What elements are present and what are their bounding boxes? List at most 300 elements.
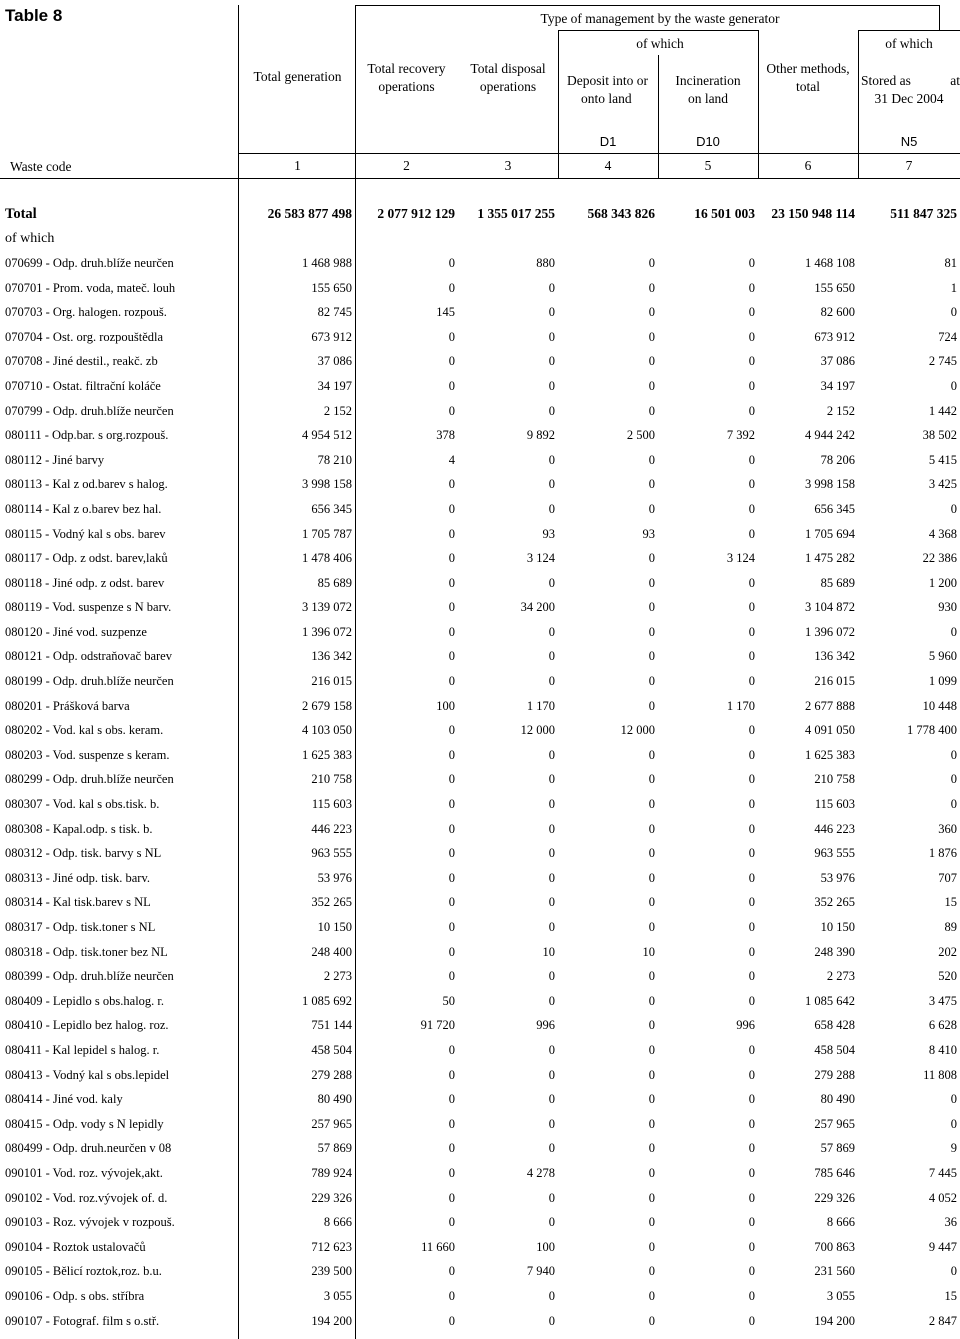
table-cell: 0 xyxy=(648,1067,655,1082)
waste-code-cell: 070701 - Prom. voda, mateč. louh xyxy=(5,280,176,295)
table-cell: 0 xyxy=(548,1067,555,1082)
table-cell: 0 xyxy=(548,1288,555,1303)
table-cell: 0 xyxy=(548,1313,555,1328)
table-cell: 0 xyxy=(448,624,455,639)
waste-code-cell: 080312 - Odp. tisk. barvy s NL xyxy=(5,846,162,861)
table-row xyxy=(0,1038,960,1063)
header-line: total xyxy=(796,79,820,94)
table-cell: 446 223 xyxy=(311,821,352,836)
waste-code-cell: 080414 - Jiné vod. kaly xyxy=(5,1092,123,1107)
waste-code-cell: 090107 - Fotograf. film s o.stř. xyxy=(5,1313,160,1328)
table-cell: 0 xyxy=(748,772,755,787)
table-cell: 707 xyxy=(938,870,957,885)
table-cell: 0 xyxy=(748,1239,755,1254)
table-cell: 0 xyxy=(648,1141,655,1156)
waste-code-cell: 080314 - Kal tisk.barev s NL xyxy=(5,895,151,910)
table-cell: 0 xyxy=(548,920,555,935)
header-line: Total recovery xyxy=(367,61,446,76)
table-cell: 5 415 xyxy=(928,452,957,467)
table-cell: 0 xyxy=(648,1116,655,1131)
waste-code-cell: 080411 - Kal lepidel s halog. r. xyxy=(5,1042,160,1057)
table-cell: 1 442 xyxy=(928,403,957,418)
table-cell: 0 xyxy=(548,501,555,516)
table-cell: 7 940 xyxy=(526,1264,555,1279)
table-row xyxy=(0,546,960,571)
table-row xyxy=(0,768,960,793)
table-cell: 0 xyxy=(448,1092,455,1107)
table-cell: 0 xyxy=(648,1313,655,1328)
table-row xyxy=(0,251,960,276)
table-cell: 0 xyxy=(748,1264,755,1279)
header-line: on land xyxy=(687,91,729,106)
table-cell: 0 xyxy=(448,797,455,812)
of-which-row xyxy=(0,227,960,252)
table-cell: 229 326 xyxy=(311,1190,352,1205)
table-cell: 37 086 xyxy=(820,354,855,369)
table-cell: 0 xyxy=(748,354,755,369)
table-cell: 0 xyxy=(748,575,755,590)
table-cell: 4 954 512 xyxy=(302,428,352,443)
table-cell: 81 xyxy=(944,255,957,270)
table-row xyxy=(0,915,960,940)
waste-code-cell: 080202 - Vod. kal s obs. keram. xyxy=(5,723,164,738)
table-cell: 80 490 xyxy=(317,1092,352,1107)
table-cell: 0 xyxy=(448,1042,455,1057)
table-cell: 7 445 xyxy=(928,1165,957,1180)
table-cell: 210 758 xyxy=(311,772,352,787)
table-cell: 1 468 108 xyxy=(805,255,855,270)
table-cell: 1 396 072 xyxy=(302,624,352,639)
table-cell: 656 345 xyxy=(814,501,855,516)
table-cell: 194 200 xyxy=(814,1313,855,1328)
table-cell: 8 666 xyxy=(323,1215,352,1230)
header-line: 31 Dec 2004 xyxy=(874,91,944,106)
header-word: at xyxy=(950,73,960,88)
table-cell: 0 xyxy=(748,969,755,984)
table-cell: 91 720 xyxy=(420,1018,455,1033)
table-cell: 0 xyxy=(448,378,455,393)
table-cell: 0 xyxy=(648,600,655,615)
waste-code-cell: 080415 - Odp. vody s N lepidly xyxy=(5,1116,164,1131)
table-cell: 0 xyxy=(748,1141,755,1156)
table-cell: 136 342 xyxy=(814,649,855,664)
table-cell: 1 085 692 xyxy=(302,993,352,1008)
table-cell: 0 xyxy=(548,772,555,787)
table-cell: 0 xyxy=(648,993,655,1008)
table-cell: 15 xyxy=(944,1288,957,1303)
of-which-label: of which xyxy=(5,230,55,246)
table-cell: 11 808 xyxy=(923,1067,957,1082)
table-row xyxy=(0,694,960,719)
grid-line xyxy=(558,30,758,31)
table-cell: 996 xyxy=(736,1018,755,1033)
table-row xyxy=(0,1309,960,1334)
col-number-7: 7 xyxy=(905,158,913,173)
table-cell: 6 628 xyxy=(928,1018,957,1033)
table-cell: 0 xyxy=(548,1042,555,1057)
table-cell: 10 xyxy=(642,944,655,959)
table-cell: 656 345 xyxy=(311,501,352,516)
waste-code-cell: 080118 - Jiné odp. z odst. barev xyxy=(5,575,165,590)
waste-code-cell: 080201 - Prášková barva xyxy=(5,698,130,713)
waste-code-cell: 070708 - Jiné destil., reakč. zb xyxy=(5,354,158,369)
table-cell: 0 xyxy=(648,895,655,910)
table-cell: 85 689 xyxy=(317,575,352,590)
table-cell: 0 xyxy=(548,870,555,885)
grid-line xyxy=(858,30,960,31)
table-cell: 0 xyxy=(950,1092,957,1107)
header-type-of-management: Type of management by the waste generator xyxy=(540,11,780,26)
table-cell: 0 xyxy=(548,747,555,762)
table-cell: 0 xyxy=(448,551,455,566)
table-cell: 80 490 xyxy=(820,1092,855,1107)
table-cell: 0 xyxy=(548,797,555,812)
table-cell: 0 xyxy=(648,797,655,812)
table-cell: 0 xyxy=(548,403,555,418)
table-cell: 0 xyxy=(548,1215,555,1230)
waste-code-cell: 070710 - Ostat. filtrační koláče xyxy=(5,378,161,393)
table-cell: 2 745 xyxy=(928,354,957,369)
table-cell: 0 xyxy=(648,255,655,270)
table-cell: 11 660 xyxy=(421,1239,455,1254)
waste-code-cell: 070704 - Ost. org. rozpouštědla xyxy=(5,329,164,344)
table-cell: 194 200 xyxy=(311,1313,352,1328)
table-cell: 2 152 xyxy=(826,403,855,418)
header-other-methods xyxy=(758,60,858,96)
waste-code-cell: 080112 - Jiné barvy xyxy=(5,452,105,467)
table-cell: 0 xyxy=(648,674,655,689)
table-cell: 9 892 xyxy=(526,428,555,443)
table-cell: 3 475 xyxy=(928,993,957,1008)
table-cell: 0 xyxy=(648,870,655,885)
table-cell: 0 xyxy=(748,452,755,467)
table-cell: 4 103 050 xyxy=(302,723,352,738)
header-total-generation: Total generation xyxy=(253,69,342,84)
table-cell: 0 xyxy=(950,1116,957,1131)
table-row xyxy=(0,423,960,448)
table-cell: 89 xyxy=(944,920,957,935)
table-row xyxy=(0,325,960,350)
grid-line xyxy=(758,30,759,178)
table-cell: 57 869 xyxy=(317,1141,352,1156)
table-cell: 1 170 xyxy=(726,698,755,713)
table-cell: 0 xyxy=(748,255,755,270)
header-word: Stored as xyxy=(861,73,911,88)
table-cell: 963 555 xyxy=(311,846,352,861)
waste-code-cell: 090101 - Vod. roz. vývojek,akt. xyxy=(5,1165,163,1180)
table-cell: 0 xyxy=(548,895,555,910)
table-title: Table 8 xyxy=(5,6,63,25)
table-row xyxy=(0,620,960,645)
table-cell: 10 448 xyxy=(922,698,957,713)
grid-line xyxy=(939,5,940,30)
table-cell: 3 998 158 xyxy=(805,477,855,492)
col-number-3: 3 xyxy=(504,158,512,173)
table-cell: 0 xyxy=(448,1190,455,1205)
table-cell: 511 847 325 xyxy=(890,206,957,222)
waste-code-cell: 080199 - Odp. druh.blíže neurčen xyxy=(5,674,174,689)
table-cell: 0 xyxy=(748,280,755,295)
table-cell: 0 xyxy=(448,1116,455,1131)
table-cell: 8 666 xyxy=(826,1215,855,1230)
col-number-4: 4 xyxy=(604,158,612,173)
grid-line xyxy=(238,153,960,154)
table-cell: 279 288 xyxy=(814,1067,855,1082)
table-cell: 145 xyxy=(436,305,455,320)
table-cell: 115 603 xyxy=(814,797,855,812)
waste-code-cell: 080413 - Vodný kal s obs.lepidel xyxy=(5,1067,170,1082)
table-cell: 248 400 xyxy=(311,944,352,959)
waste-table xyxy=(0,202,960,1333)
table-cell: 0 xyxy=(748,624,755,639)
waste-code-cell: 080409 - Lepidlo s obs.halog. r. xyxy=(5,993,165,1008)
table-cell: 0 xyxy=(648,624,655,639)
table-row xyxy=(0,473,960,498)
table-cell: 248 390 xyxy=(814,944,855,959)
table-cell: 100 xyxy=(536,1239,555,1254)
table-cell: 789 924 xyxy=(311,1165,352,1180)
table-cell: 0 xyxy=(448,1165,455,1180)
table-cell: 0 xyxy=(748,305,755,320)
table-cell: 0 xyxy=(648,1092,655,1107)
table-cell: 0 xyxy=(448,846,455,861)
table-cell: 115 603 xyxy=(311,797,352,812)
table-cell: 0 xyxy=(448,1288,455,1303)
table-cell: 2 077 912 129 xyxy=(377,206,455,222)
total-label: Total xyxy=(5,205,37,222)
table-cell: 0 xyxy=(448,895,455,910)
table-cell: 78 210 xyxy=(317,452,352,467)
table-cell: 279 288 xyxy=(311,1067,352,1082)
table-row xyxy=(0,1260,960,1285)
table-cell: 0 xyxy=(648,477,655,492)
waste-code-cell: 090104 - Roztok ustalovačů xyxy=(5,1239,146,1254)
header-deposit xyxy=(561,72,667,108)
table-row xyxy=(0,596,960,621)
table-cell: 0 xyxy=(448,526,455,541)
col-number-1: 1 xyxy=(294,158,301,173)
code-n5: N5 xyxy=(900,134,918,149)
waste-code-cell: 090105 - Bělicí roztok,roz. b.u. xyxy=(5,1264,162,1279)
table-cell: 0 xyxy=(950,797,957,812)
waste-code-cell: 090103 - Roz. vývojek v rozpouš. xyxy=(5,1215,175,1230)
waste-code-cell: 080299 - Odp. druh.blíže neurčen xyxy=(5,772,174,787)
table-cell: 50 xyxy=(442,993,455,1008)
table-cell: 0 xyxy=(748,1092,755,1107)
table-cell: 0 xyxy=(448,1215,455,1230)
table-cell: 0 xyxy=(648,1042,655,1057)
table-row xyxy=(0,1087,960,1112)
waste-code-cell: 080115 - Vodný kal s obs. barev xyxy=(5,526,166,541)
table-cell: 16 501 003 xyxy=(694,206,755,222)
table-cell: 0 xyxy=(748,1165,755,1180)
table-cell: 155 650 xyxy=(814,280,855,295)
table-cell: 0 xyxy=(448,1141,455,1156)
table-cell: 4 091 050 xyxy=(805,723,855,738)
table-cell: 0 xyxy=(548,674,555,689)
table-cell: 2 273 xyxy=(826,969,855,984)
waste-code-cell: 080399 - Odp. druh.blíže neurčen xyxy=(5,969,174,984)
table-cell: 0 xyxy=(950,501,957,516)
table-cell: 0 xyxy=(648,1018,655,1033)
table-cell: 0 xyxy=(748,797,755,812)
table-cell: 0 xyxy=(548,821,555,836)
table-cell: 53 976 xyxy=(820,870,855,885)
table-cell: 9 xyxy=(950,1141,957,1156)
table-row xyxy=(0,1186,960,1211)
table-row xyxy=(0,522,960,547)
table-cell: 0 xyxy=(648,501,655,516)
table-cell: 0 xyxy=(748,821,755,836)
table-cell: 0 xyxy=(448,649,455,664)
table-cell: 0 xyxy=(648,354,655,369)
header-line: onto land xyxy=(581,91,632,106)
table-cell: 0 xyxy=(648,821,655,836)
table-cell: 85 689 xyxy=(820,575,855,590)
table-cell: 0 xyxy=(548,477,555,492)
table-cell: 1 705 694 xyxy=(805,526,855,541)
table-cell: 1 099 xyxy=(928,674,957,689)
waste-code-cell: 090102 - Vod. roz.vývojek of. d. xyxy=(5,1190,168,1205)
table-row xyxy=(0,792,960,817)
table-cell: 0 xyxy=(950,624,957,639)
table-cell: 1 396 072 xyxy=(805,624,855,639)
table-cell: 0 xyxy=(548,1116,555,1131)
header-of-which: of which xyxy=(636,36,684,51)
header-line: operations xyxy=(479,79,537,94)
table-cell: 0 xyxy=(548,649,555,664)
table-cell: 0 xyxy=(748,501,755,516)
table-cell: 0 xyxy=(648,698,655,713)
table-cell: 0 xyxy=(748,1067,755,1082)
table-cell: 352 265 xyxy=(814,895,855,910)
table-cell: 0 xyxy=(648,969,655,984)
table-cell: 568 343 826 xyxy=(587,206,655,222)
table-cell: 0 xyxy=(950,305,957,320)
table-cell: 12 000 xyxy=(520,723,555,738)
header-total-recovery xyxy=(355,60,458,96)
table-cell: 8 410 xyxy=(928,1042,957,1057)
table-cell: 202 xyxy=(938,944,957,959)
table-cell: 0 xyxy=(648,452,655,467)
table-cell: 880 xyxy=(536,255,555,270)
table-cell: 0 xyxy=(448,403,455,418)
table-cell: 0 xyxy=(748,526,755,541)
table-row xyxy=(0,989,960,1014)
table-cell: 0 xyxy=(548,329,555,344)
code-d10: D10 xyxy=(696,134,720,149)
table-cell: 10 xyxy=(542,944,555,959)
table-cell: 1 625 383 xyxy=(805,747,855,762)
table-cell: 1 876 xyxy=(928,846,957,861)
table-row xyxy=(0,940,960,965)
header-incineration xyxy=(658,72,758,108)
table-cell: 0 xyxy=(648,280,655,295)
table-cell: 446 223 xyxy=(814,821,855,836)
table-body xyxy=(0,202,960,1333)
table-cell: 0 xyxy=(548,1092,555,1107)
table-cell: 0 xyxy=(748,870,755,885)
table-cell: 4 xyxy=(448,452,455,467)
col-number-6: 6 xyxy=(804,158,812,173)
table-row xyxy=(0,374,960,399)
table-cell: 22 386 xyxy=(922,551,957,566)
table-cell: 0 xyxy=(448,870,455,885)
table-cell: 0 xyxy=(448,920,455,935)
table-cell: 0 xyxy=(950,1264,957,1279)
table-cell: 0 xyxy=(748,1190,755,1205)
table-cell: 100 xyxy=(436,698,455,713)
table-cell: 3 139 072 xyxy=(302,600,352,615)
table-cell: 0 xyxy=(548,993,555,1008)
table-cell: 78 206 xyxy=(820,452,855,467)
table-cell: 82 600 xyxy=(820,305,855,320)
table-cell: 0 xyxy=(648,403,655,418)
table-cell: 3 425 xyxy=(928,477,957,492)
table-cell: 0 xyxy=(748,649,755,664)
table-cell: 53 976 xyxy=(317,870,352,885)
table-cell: 23 150 948 114 xyxy=(771,206,855,222)
table-cell: 12 000 xyxy=(620,723,655,738)
table-cell: 520 xyxy=(938,969,957,984)
table-cell: 0 xyxy=(748,895,755,910)
waste-code-cell: 080117 - Odp. z odst. barev,laků xyxy=(5,551,168,566)
table-cell: 0 xyxy=(950,772,957,787)
table-cell: 0 xyxy=(448,477,455,492)
header-line: operations xyxy=(378,79,435,94)
table-cell: 360 xyxy=(938,821,957,836)
table-cell: 658 428 xyxy=(814,1018,855,1033)
table-cell: 2 847 xyxy=(928,1313,957,1328)
table-cell: 0 xyxy=(548,575,555,590)
table-cell: 0 xyxy=(950,378,957,393)
table-row xyxy=(0,1161,960,1186)
table-cell: 37 086 xyxy=(317,354,352,369)
table-row xyxy=(0,571,960,596)
table-cell: 10 150 xyxy=(317,920,352,935)
table-row xyxy=(0,669,960,694)
table-cell: 0 xyxy=(748,329,755,344)
table-cell: 3 124 xyxy=(526,551,555,566)
waste-code-cell: 080121 - Odp. odstraňovač barev xyxy=(5,649,172,664)
table-cell: 257 965 xyxy=(311,1116,352,1131)
table-cell: 0 xyxy=(448,255,455,270)
table-cell: 4 278 xyxy=(526,1165,555,1180)
table-row xyxy=(0,1210,960,1235)
table-cell: 0 xyxy=(448,674,455,689)
table-cell: 673 912 xyxy=(814,329,855,344)
table-cell: 0 xyxy=(648,1215,655,1230)
table-cell: 0 xyxy=(548,624,555,639)
table-cell: 0 xyxy=(950,747,957,762)
table-cell: 0 xyxy=(648,1190,655,1205)
table-cell: 0 xyxy=(648,846,655,861)
table-row xyxy=(0,497,960,522)
table-cell: 0 xyxy=(748,1116,755,1131)
table-cell: 4 052 xyxy=(928,1190,957,1205)
table-cell: 155 650 xyxy=(311,280,352,295)
table-cell: 0 xyxy=(448,944,455,959)
waste-code-cell: 080119 - Vod. suspenze s N barv. xyxy=(5,600,172,615)
table-row xyxy=(0,817,960,842)
table-cell: 700 863 xyxy=(814,1239,855,1254)
table-row xyxy=(0,964,960,989)
table-row xyxy=(0,448,960,473)
waste-code-cell: 070799 - Odp. druh.blíže neurčen xyxy=(5,403,174,418)
header-stored xyxy=(858,72,960,108)
waste-code-cell: 080318 - Odp. tisk.toner bez NL xyxy=(5,944,168,959)
table-cell: 0 xyxy=(748,1313,755,1328)
